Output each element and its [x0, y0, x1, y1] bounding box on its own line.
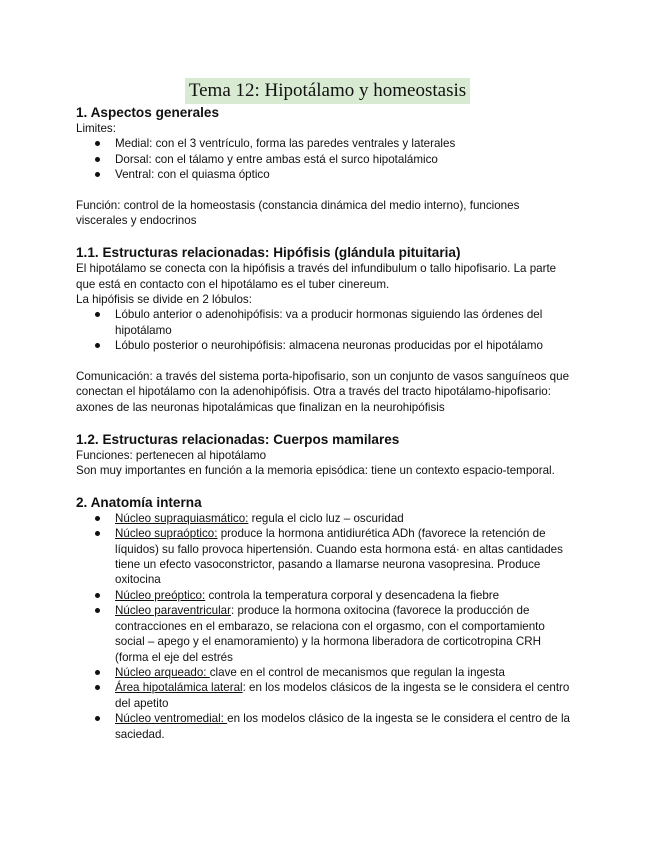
bullet-list — [76, 136, 581, 182]
list-item: Núcleo arqueado: clave en el control de mecanismos que regulan la ingesta — [115, 665, 581, 680]
list-item: Núcleo preóptico: controla la temperatura corporal y desencadena la fiebre — [115, 588, 581, 603]
paragraph: Funciones: pertenecen al hipotálamo — [76, 448, 267, 462]
list-item: Ventral: con el quiasma óptico — [115, 167, 581, 182]
list-item: Núcleo paraventricular: produce la hormona oxitocina (favorece la producción de contracciones en el embarazo, se relaciona con el orgasmo, con el comportamiento social – apego y el enamoramiento) y la hormona liberadora de corticotropina CRH (forma el eje del estrés — [115, 603, 581, 665]
list-item: Núcleo supraóptico: produce la hormona antidiurética ADh (favorece la retención de líquidos) su fallo provoca hipertensión. Cuando esta hormona está· en altas cantidades tiene un efecto vasoconstrictor, pasando a llamarse neurona vasopresina. Produce oxitocina — [115, 526, 581, 588]
list-item: Lóbulo anterior o adenohipófisis: va a producir hormonas siguiendo las órdenes del hipotálamo — [115, 307, 581, 338]
section-heading: 1. Aspectos generales — [76, 105, 220, 120]
list-item: Área hipotalámica lateral: en los modelos clásicos de la ingesta se le considera el centro del apetito — [115, 680, 581, 711]
list-item: Lóbulo posterior o neurohipófisis: almacena neuronas producidas por el hipotálamo — [115, 338, 581, 353]
list-item: Núcleo supraquiasmático: regula el ciclo luz – oscuridad — [115, 511, 581, 526]
list-item: Dorsal: con el tálamo y entre ambas está el surco hipotalámico — [115, 152, 581, 167]
paragraph: Limites: — [76, 122, 116, 135]
section-heading: 2. Anatomía interna — [76, 494, 202, 510]
section-heading: 1.2. Estructuras relacionadas: Cuerpos mamilares — [76, 431, 400, 447]
list-item: Núcleo ventromedial: en los modelos clásico de la ingesta se le considera el centro de la saciedad. — [115, 711, 581, 742]
page-title: Tema 12: Hipotálamo y homeostasis — [185, 78, 470, 104]
paragraph: Son muy importantes en función a la memoria episódica: tiene un contexto espacio-temporal. — [76, 464, 555, 478]
paragraph: La hipófisis se divide en 2 lóbulos: — [76, 293, 252, 307]
paragraph: Comunicación: a través del sistema porta-hipofisario, son un conjunto de vasos sanguíneos que conectan el hipotálamo con la adenohipófisis. Otra a través del tracto hipotálamo-hipofisario: axones de las neuronas hipotalámicas que finalizan en la neurohipófisis — [76, 370, 570, 414]
section-heading: 1.1. Estructuras relacionadas: Hipófisis (glándula pituitaria) — [76, 245, 461, 261]
bullet-list — [76, 307, 581, 353]
bullet-list — [76, 511, 581, 742]
document-body — [76, 104, 581, 742]
paragraph: El hipotálamo se conecta con la hipófisis a través del infundibulum o tallo hipofisario. La parte que está en contacto con el hipotálamo es el tuber cinereum. — [76, 262, 557, 291]
list-item: Medial: con el 3 ventrículo, forma las paredes ventrales y laterales — [115, 136, 581, 151]
paragraph: Función: control de la homeostasis (constancia dinámica del medio interno), funciones viscerales y endocrinos — [76, 199, 520, 228]
